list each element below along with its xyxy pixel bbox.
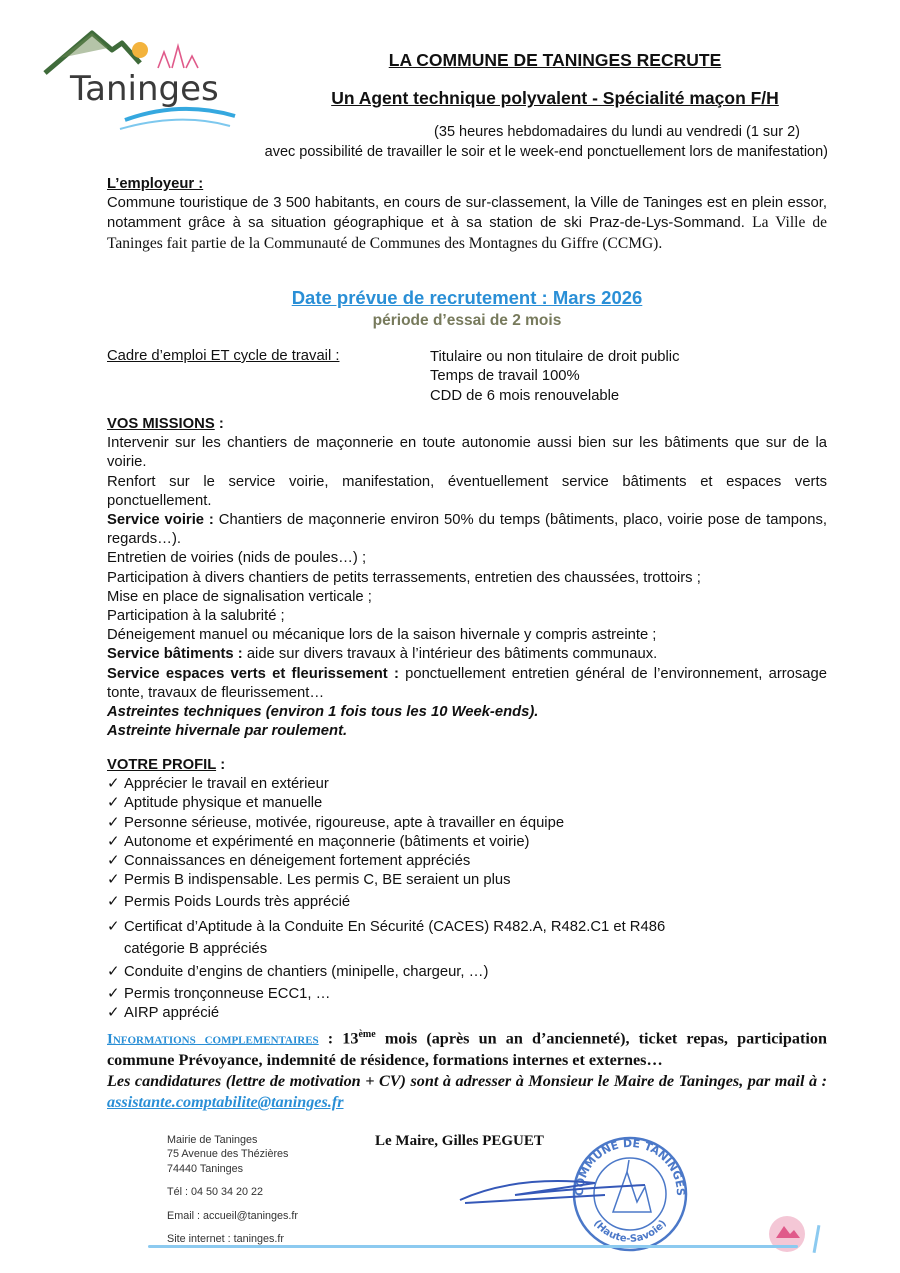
mission-line (107, 511, 827, 549)
missions-heading: VOS MISSIONS (107, 416, 215, 432)
profile-item: ✓ Certificat d’Aptitude à la Conduite En Sécurité (CACES) R482.A, R482.C1 et R486 catégorie B appréciés (107, 916, 687, 960)
mission-line (107, 665, 827, 703)
info-heading-colon: : (318, 1029, 334, 1048)
service-batiments-label: Service bâtiments : (107, 646, 243, 663)
service-voirie-label: Service voirie : (107, 512, 214, 529)
profile-item: ✓ Autonome et expérimenté en maçonnerie (bâtiments et voirie) (107, 833, 827, 852)
mission-line: Renfort sur le service voirie, manifestation, éventuellement service bâtiments et espaces verts ponctuellement. (107, 473, 827, 509)
profile-item: ✓ Personne sérieuse, motivée, rigoureuse, apte à travailler en équipe (107, 814, 827, 833)
missions-section (107, 415, 827, 741)
service-voirie-text: Chantiers de maçonnerie environ 50% du temps (bâtiments, placo, voirie pose de tampons, regards…). (107, 512, 827, 548)
profile-item: ✓ Connaissances en déneigement fortement appréciés (107, 852, 827, 871)
service-espaces-verts-text: ponctuellement entretien général de l’environnement, arrosage tonte, travaux de fleurissement… (107, 665, 827, 701)
logo-text: Taninges (70, 69, 219, 109)
cadre-value: Temps de travail 100% (430, 368, 580, 385)
montagnes-giffre-badge-icon (768, 1214, 806, 1254)
mission-line: Intervenir sur les chantiers de maçonnerie en toute autonomie aussi bien sur les bâtiments que sur de la voirie. (107, 435, 827, 471)
check-icon: ✓ (107, 833, 120, 850)
footer-divider (148, 1245, 798, 1248)
profile-item: ✓ Permis tronçonneuse ECC1, … (107, 985, 827, 1004)
svg-text:COMMUNE DE TANINGES: COMMUNE DE TANINGES (572, 1136, 688, 1197)
missions-heading-colon: : (214, 416, 224, 432)
check-icon: ✓ (107, 814, 120, 831)
astreinte-line: Astreinte hivernale par roulement. (107, 723, 348, 740)
check-icon: ✓ (107, 1005, 120, 1022)
employer-heading: L’employeur : (107, 176, 204, 192)
check-icon: ✓ (107, 776, 120, 793)
info-section (107, 1024, 827, 1113)
check-icon: ✓ (107, 872, 120, 889)
check-icon: ✓ (107, 985, 120, 1002)
info-benefits-text: mois (après un an d’ancienneté), ticket repas, participation commune Prévoyance, indemnité de résidence, formations internes et externes… (107, 1029, 827, 1070)
profile-section (107, 756, 827, 1023)
check-icon: ✓ (107, 963, 120, 980)
hours-line-1: (35 heures hebdomadaires du lundi au vendredi (1 sur 2) (434, 124, 800, 140)
mayor-signature-label: Le Maire, Gilles PEGUET (375, 1133, 544, 1149)
mission-line: Mise en place de signalisation verticale ; (107, 588, 372, 605)
profile-item: ✓ Apprécier le travail en extérieur (107, 775, 827, 794)
profile-item: ✓ AIRP apprécié (107, 1004, 827, 1023)
service-batiments-text: aide sur divers travaux à l’intérieur des bâtiments communaux. (242, 646, 658, 663)
mairie-name: Mairie de Taninges (167, 1134, 258, 1146)
mairie-tel: Tél : 04 50 34 20 22 (167, 1186, 264, 1199)
mairie-street: 75 Avenue des Thézières (167, 1148, 289, 1161)
profile-heading: VOTRE PROFIL (107, 757, 217, 773)
info-month-sup: ème (358, 1029, 376, 1040)
employer-section (107, 175, 827, 254)
profile-item: ✓ Aptitude physique et manuelle (107, 794, 827, 813)
page-title: LA COMMUNE DE TANINGES RECRUTE (388, 50, 722, 70)
profile-item: ✓ Permis Poids Lourds très apprécié (107, 893, 827, 912)
job-title: Un Agent technique polyvalent - Spécialité maçon F/H (331, 88, 779, 108)
employer-text-serif: La Ville de Taninges fait partie de la Communauté de Communes des Montagnes du Giffre (CCMG). (107, 214, 827, 252)
email-link[interactable]: assistante.comptabilite@taninges.fr (107, 1093, 344, 1112)
mairie-website: Site internet : taninges.fr (167, 1233, 285, 1246)
taninges-logo (40, 28, 240, 138)
mission-line (107, 645, 827, 664)
cadre-label: Cadre d’emploi ET cycle de travail : (107, 348, 340, 364)
cadre-values (430, 348, 680, 406)
mission-line: Entretien de voiries (nids de poules…) ; (107, 550, 367, 567)
mayor-signature (455, 1165, 655, 1210)
check-icon: ✓ (107, 795, 120, 812)
check-icon: ✓ (107, 918, 120, 935)
info-benefits (107, 1024, 827, 1071)
employer-text-sans: Commune touristique de 3 500 habitants, en cours de sur-classement, la Ville de Taninges est en plein essor, notamment grâce à sa situation géographique et à sa station de ski Praz-de-Lys-Sommand. (107, 195, 827, 232)
astreinte-line: Astreintes techniques (environ 1 fois tous les 10 Week-ends). (107, 704, 539, 721)
footer-divider-accent (813, 1225, 821, 1253)
mairie-city: 74440 Taninges (167, 1162, 244, 1175)
profile-item: ✓ Permis B indispensable. Les permis C, BE seraient un plus (107, 871, 827, 890)
svg-text:(Haute-Savoie): (Haute-Savoie) (591, 1218, 669, 1245)
mairie-email: Email : accueil@taninges.fr (167, 1209, 298, 1222)
mairie-address (167, 1133, 298, 1246)
recruitment-date: Date prévue de recrutement : Mars 2026 (291, 287, 643, 308)
mission-line: Déneigement manuel ou mécanique lors de la saison hivernale y compris astreinte ; (107, 627, 657, 644)
mission-line: Participation à la salubrité ; (107, 608, 285, 625)
info-apply-text: Les candidatures (lettre de motivation + CV) sont à adresser à Monsieur le Maire de Taninges, par mail à : (107, 1072, 827, 1091)
profile-item: ✓ Conduite d’engins de chantiers (minipelle, chargeur, …) (107, 963, 827, 982)
cadre-value: Titulaire ou non titulaire de droit public (430, 349, 680, 365)
trial-period: période d’essai de 2 mois (372, 312, 562, 329)
check-icon: ✓ (107, 853, 120, 870)
employer-text (107, 194, 827, 254)
mission-line: Participation à divers chantiers de petits terrassements, entretien des chaussées, trottoirs ; (107, 569, 701, 586)
info-month-number: 13 (333, 1029, 359, 1048)
cadre-value: CDD de 6 mois renouvelable (430, 387, 620, 404)
check-icon: ✓ (107, 894, 120, 911)
info-heading: Informations complementaires (107, 1031, 319, 1048)
profile-heading-colon: : (216, 757, 226, 773)
service-espaces-verts-label: Service espaces verts et fleurissement : (107, 665, 399, 682)
hours-line-2: avec possibilité de travailler le soir et le week-end ponctuellement lors de manifestation) (264, 144, 828, 160)
info-apply (107, 1071, 827, 1113)
